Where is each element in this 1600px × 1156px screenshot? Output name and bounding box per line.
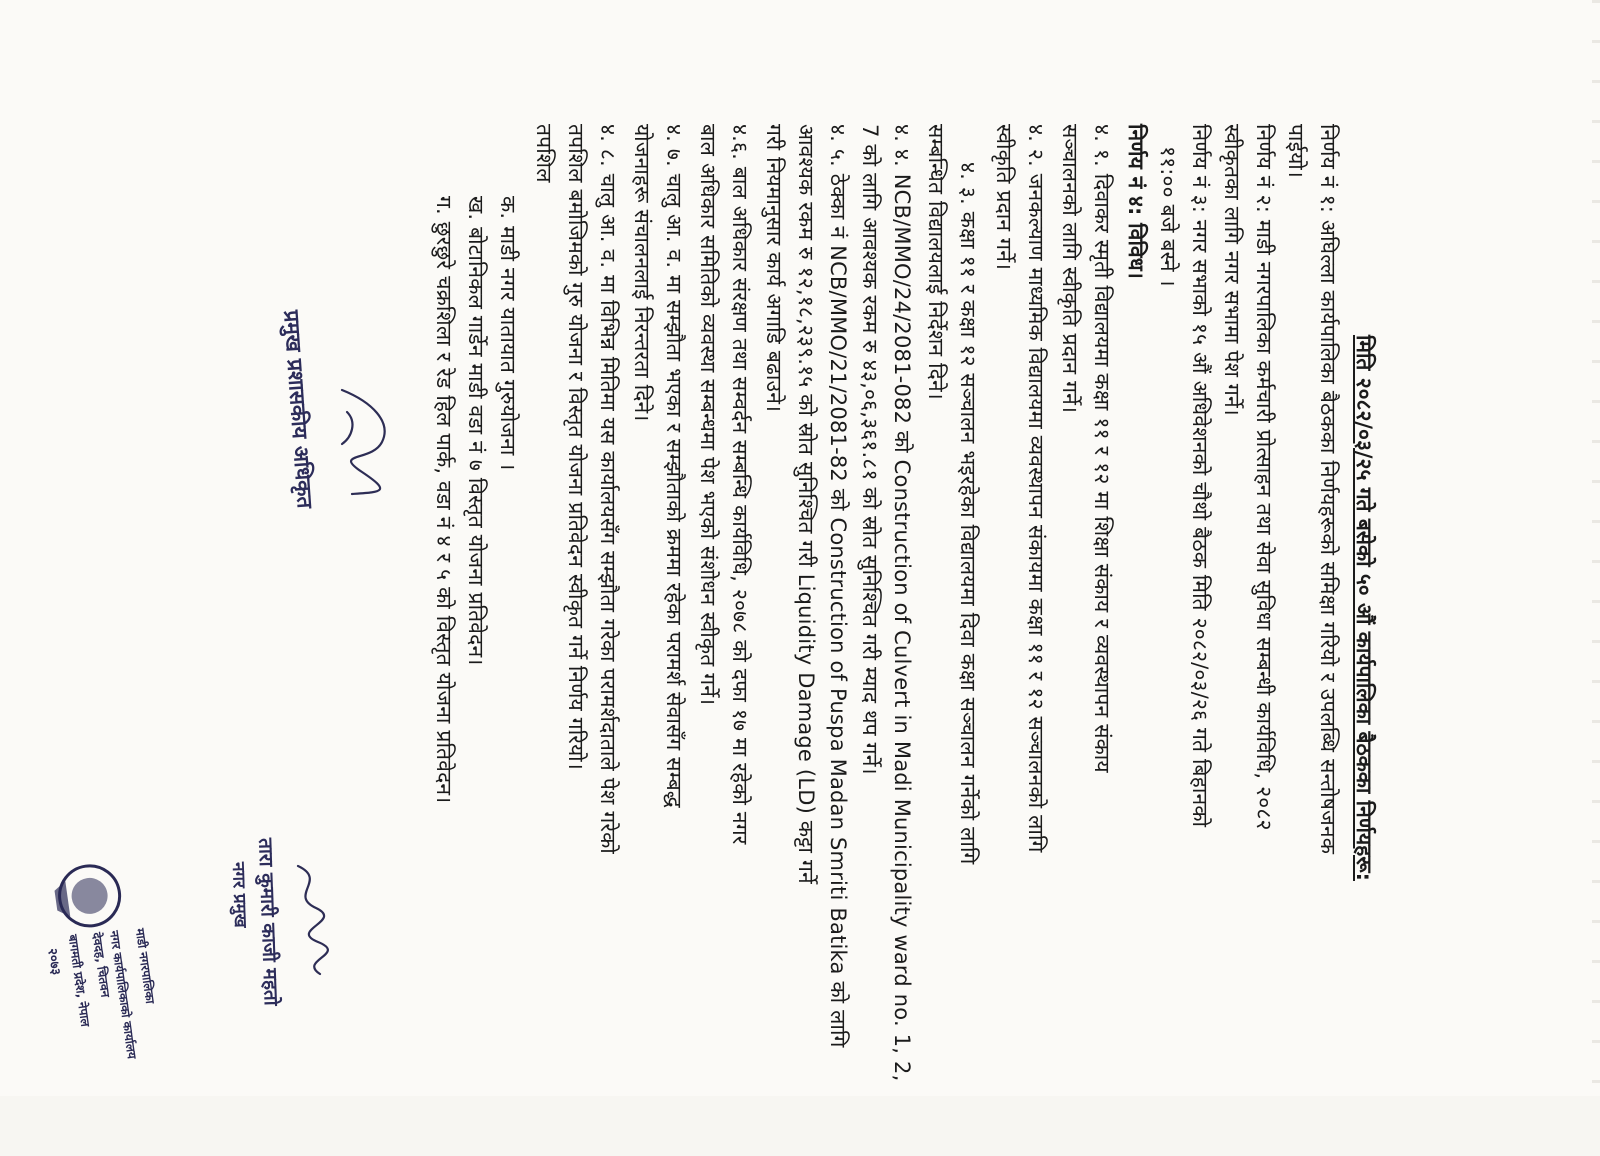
decision-2-line-1: निर्णय नं २: माडी नगरपालिका कर्मचारी प्रोत्साहन तथा सेवा सुविधा सम्बन्धी कार्यविधि, २०८२ <box>1252 124 1276 831</box>
item-4-4-line-2: 7 को लागि आवश्यक रकम रु ४३,०६,३६१.८१ को स्रोत सुनिश्चित गरी म्याद थप गर्ने। <box>858 124 882 775</box>
document-title: मिति २०८२/०३/२५ गते बसेको ५० औं कार्यपालिका बैठकका निर्णयहरू: <box>1352 334 1376 881</box>
item-4-1-line-2: सञ्चालनको लागि स्वीकृति प्रदान गर्ने। <box>1058 124 1082 414</box>
item-4-3-line-2: सम्बन्धित विद्यालयलाई निर्देशन दिने। <box>924 124 948 400</box>
list-item-ga: ग. छुरछुरे चक्रशिला र रेड हिल पार्क, वडा नं ४ र ५ को विस्तृत योजना प्रतिवेदन। <box>432 196 456 804</box>
decision-3-line-1: निर्णय नं ३: नगर सभाको १५ औं अधिवेशनको चौथो बैठक मिति २०८२/०३/२६ गते बिहानको <box>1188 124 1212 828</box>
scan-edge <box>1592 0 1600 1096</box>
mayor-name: तारा कुमारी काजी महतो <box>254 837 282 1006</box>
mayor-signature-scribble <box>274 860 338 980</box>
office-seal <box>18 856 168 1060</box>
list-item-kha: ख. बोटानिकल गार्डेन माडी वडा नं ७ विस्तृत योजना प्रतिवेदन। <box>464 196 488 666</box>
tapashil-heading: तपशिल <box>532 124 556 183</box>
seal-line-3: देवदह, चितवन <box>89 931 113 999</box>
seal-year: २०७३ <box>44 947 63 977</box>
item-4-8-line-2: तपशिल बमोजिमको गुरु योजना र विस्तृत योजना प्रतिवेदन स्वीकृत गर्ने निर्णय गरियो। <box>564 124 588 770</box>
item-4-5-line-2: आवश्यक रकम रु १२,१८,२३९.१५ को स्रोत सुनिश्चित गरी Liquidity Damage (LD) कट्टा गर्ने <box>794 124 818 884</box>
mayor-title: नगर प्रमुख <box>227 861 251 929</box>
item-4-8-line-1: ४. ८. चालु आ. व. मा विभिन्न मितिमा यस कार्यालयसँग सम्झौता गरेका परामर्शदाताले पेश गरेको <box>596 124 620 854</box>
decision-1-line-1: निर्णय नं १: अघिल्ला कार्यपालिका बैठकका निर्णयहरूको समिक्षा गरियो र उपलब्धि सन्तोषजनक <box>1316 124 1340 855</box>
item-4-7-line-1: ४. ७. चालु आ. व. मा सम्झौता भएका र सम्झौताको क्रममा रहेका परामर्श सेवासँग सम्बद्ध <box>662 124 686 808</box>
cao-title: प्रमुख प्रशासकीय अधिकृत <box>279 309 317 510</box>
seal-line-1: माडी नगरपालिका <box>132 927 158 1005</box>
list-item-ka: क. माडी नगर यातायात गुरुयोजना । <box>496 196 520 471</box>
item-4-2-line-2: स्वीकृति प्रदान गर्ने। <box>992 124 1016 271</box>
item-4-6-line-2: बाल अधिकार समितिको व्यवस्था सम्बन्धमा पेश भएको संशोधन स्वीकृत गर्ने। <box>696 124 720 706</box>
item-4-2-line-1: ४. २. जनकल्याण माध्यमिक विद्यालयमा व्यवस्थापन संकायमा कक्षा ११ र १२ सञ्चालनको लागि <box>1024 124 1048 853</box>
decision-1-line-2: पाईयो। <box>1284 124 1308 179</box>
decision-4-heading: निर्णय नं ४: विविध। <box>1124 124 1148 280</box>
cao-signature-scribble <box>322 382 402 502</box>
item-4-7-line-2: योजनाहरू संचालनलाई निरन्तरता दिने। <box>630 124 654 422</box>
item-4-5-line-3: गरी नियमानुसार कार्य अगाडि बढाउने। <box>762 124 786 413</box>
seal-line-4: बागमती प्रदेश, नेपाल <box>65 933 93 1028</box>
item-4-4-line-1: ४. ४. NCB/MMO/24/2081-082 को Construction of Culvert in Madi Municipality ward no. 1, 2, <box>890 124 914 1082</box>
item-4-6-line-1: ४.६. बाल अधिकार संरक्षण तथा सम्वर्दन सम्बन्धि कार्यविधि, २०७८ को दफा १७ मा रहेको नगर <box>728 124 752 845</box>
item-4-3-line-1: ४. ३. कक्षा ११ र कक्षा १२ सञ्चालन भइरहेका विद्यालयमा दिवा कक्षा सञ्चालन गर्नेको लागि <box>956 162 980 865</box>
decision-2-line-2: स्वीकृतका लागि नगर सभामा पेश गर्ने। <box>1220 124 1244 416</box>
decision-3-line-2: ११:०० बजे बस्ने । <box>1156 146 1180 287</box>
item-4-1-line-1: ४. १. दिवाकर स्मृती विद्यालयमा कक्षा ११ र १२ मा शिक्षा संकाय र व्यवस्थापन संकाय <box>1090 124 1114 773</box>
seal-line-2: नगर कार्यपालिकाको कार्यालय <box>107 929 139 1060</box>
item-4-5-line-1: ४. ५. ठेक्का नं NCB/MMO/21/2081-82 को Construction of Puspa Madan Smriti Batika को लागि <box>826 124 850 1048</box>
